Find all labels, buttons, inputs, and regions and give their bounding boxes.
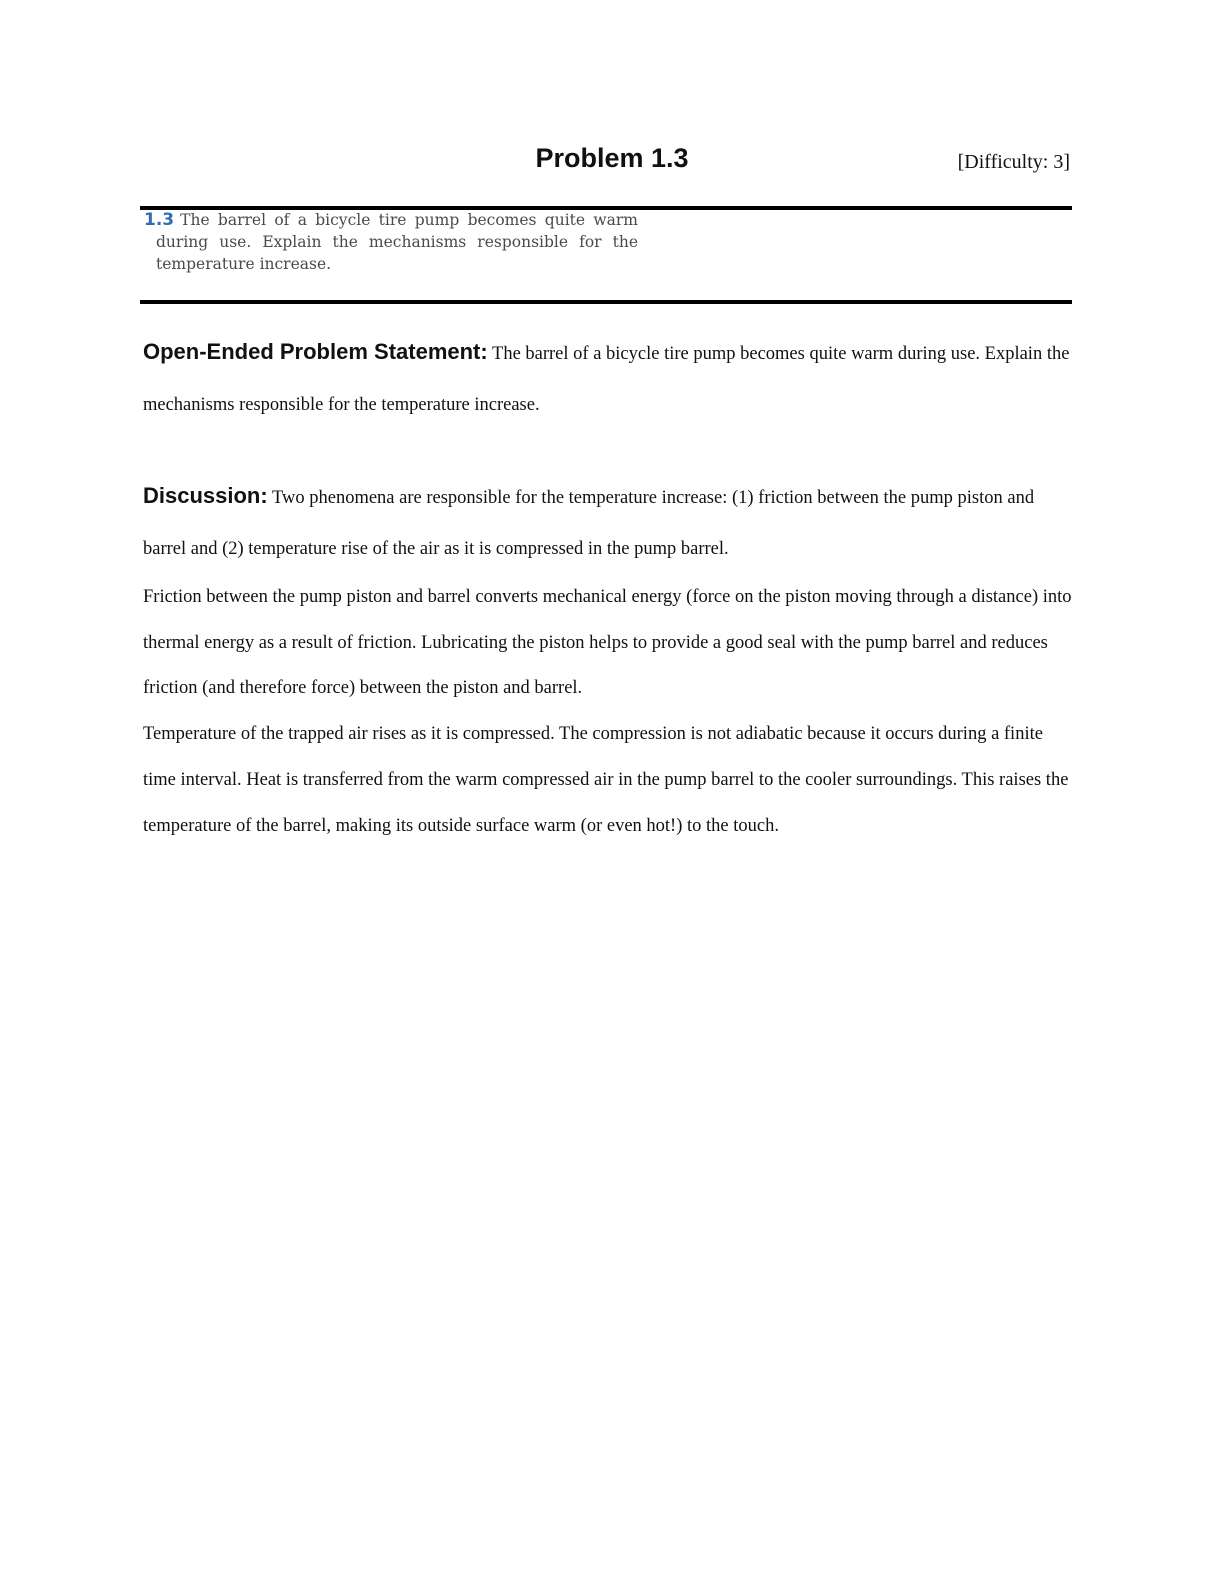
discussion-label: Discussion:	[143, 483, 268, 508]
problem-statement	[143, 326, 1073, 431]
discussion-paragraph: Temperature of the trapped air rises as it is compressed. The compression is not adiabatic because it occurs during a finite time interval. Heat is transferred from the warm compressed air in the pump barrel to the cooler surroundings. This raises the temperature of the barrel, making its outside surface warm (or even hot!) to the touch.	[143, 724, 1069, 836]
page-title: Problem 1.3	[535, 143, 689, 173]
statement-text: The barrel of a bicycle tire pump becomes quite warm during use. Explain the mechanisms responsible for the temperature increase.	[143, 344, 1070, 415]
difficulty-label: [Difficulty: 3]	[957, 151, 1070, 173]
discussion-paragraph: Friction between the pump piston and barrel converts mechanical energy (force on the piston moving through a distance) into thermal energy as a result of friction. Lubricating the piston helps to provide a good seal with the pump barrel and reduces friction (and therefore force) between the piston and barrel.	[143, 587, 1072, 699]
statement-label: Open-Ended Problem Statement:	[143, 339, 488, 364]
textbook-excerpt	[144, 209, 638, 275]
discussion-section	[143, 470, 1073, 849]
excerpt-text: The barrel of a bicycle tire pump becomes quite warm during use. Explain the mechanisms responsible for the temperature increase.	[156, 211, 638, 273]
bottom-divider	[140, 300, 1072, 304]
excerpt-problem-number: 1.3	[144, 210, 175, 230]
discussion-paragraph-text: Two phenomena are responsible for the temperature increase: (1) friction between the pump piston and barrel and (2) temperature rise of the air as it is compressed in the pump barrel.	[143, 488, 1035, 559]
discussion-paragraph	[143, 470, 1073, 575]
